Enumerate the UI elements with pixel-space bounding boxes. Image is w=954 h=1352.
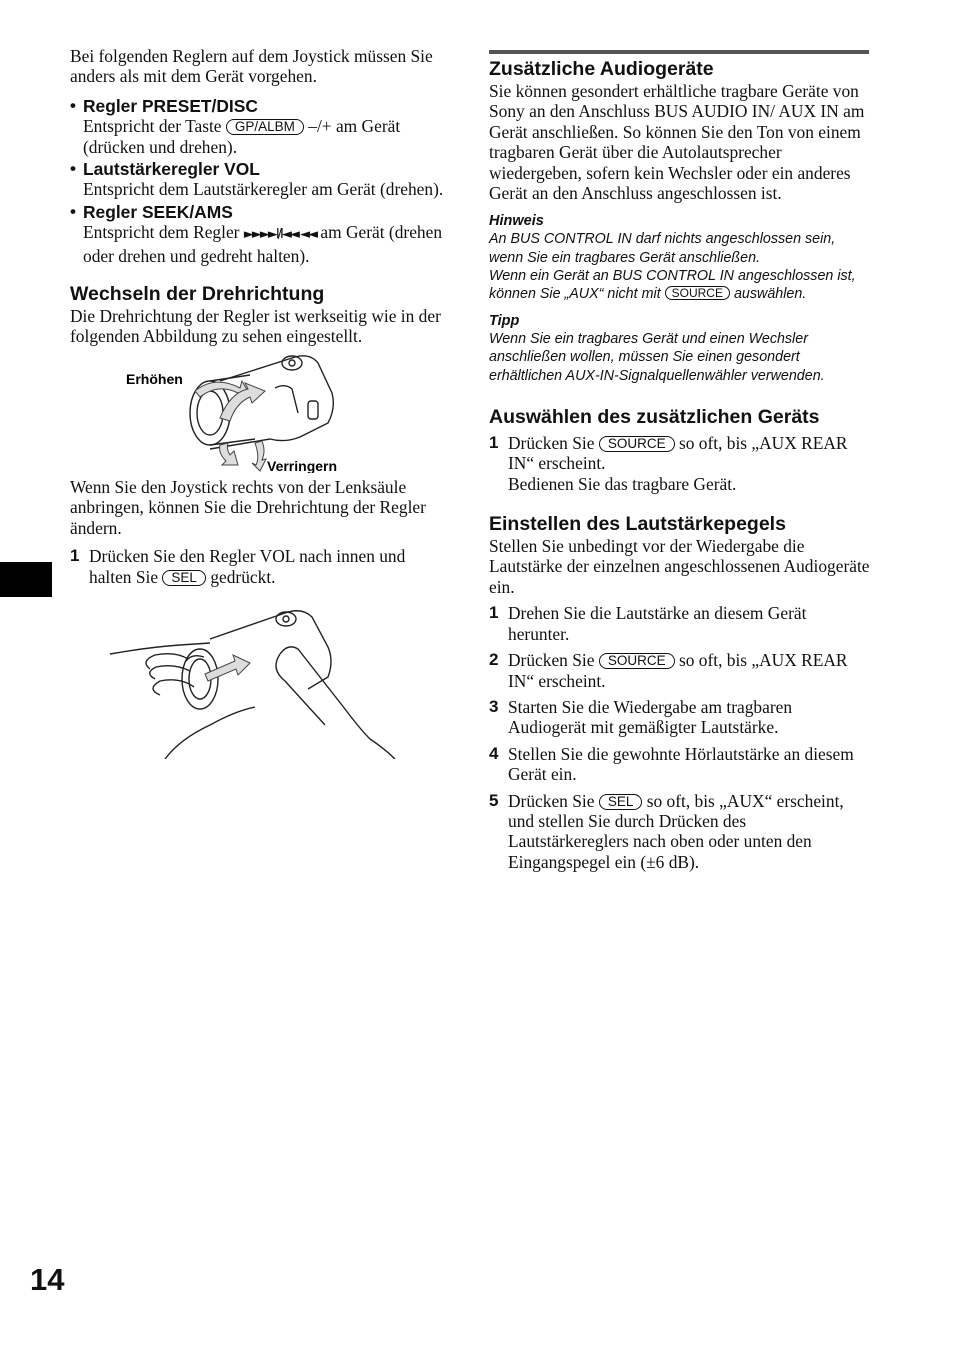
step-item <box>489 744 871 785</box>
step-item <box>489 697 871 738</box>
hand-drawing <box>110 643 395 759</box>
step-text: so oft, bis „AUX REAR IN“ erscheint. <box>508 650 848 691</box>
step-item <box>489 433 871 494</box>
bullet-text: –/+ am Gerät (drücken und drehen). <box>83 116 401 157</box>
step-number: 3 <box>489 696 499 716</box>
note-block <box>489 212 871 303</box>
step-text: so oft, bis „AUX“ erscheint, und stellen Sie durch Drücken des Lautstärkereglers nach oben oder unten den Eingangspegel ein (±6 dB). <box>508 790 844 872</box>
step-item <box>489 650 871 691</box>
step-text: Stellen Sie die gewohnte Hörlautstärke an diesem Gerät ein. <box>508 743 854 785</box>
step-text: Drücken Sie <box>508 432 595 453</box>
bullet-title: Lautstärkeregler VOL <box>83 159 260 180</box>
label-decrease: Verringern <box>267 457 338 473</box>
step-text: gedrückt. <box>210 566 276 587</box>
note-text: auswählen. <box>733 286 807 303</box>
bullet-title: Regler PRESET/DISC <box>83 95 258 116</box>
control-list <box>70 96 452 266</box>
tip-block <box>489 312 871 385</box>
step-number: 1 <box>70 546 80 566</box>
paragraph: Stellen Sie unbedingt vor der Wiedergabe die Lautstärke der einzelnen angeschlossenen Audiogeräte ein. <box>489 536 870 597</box>
step-text: Bedienen Sie das tragbare Gerät. <box>508 473 737 494</box>
intro-paragraph: Bei folgenden Reglern auf dem Joystick müssen Sie anders als mit dem Gerät vorgehen. <box>70 46 433 87</box>
step-text: so oft, bis „AUX REAR IN“ erscheint. <box>508 432 848 474</box>
paragraph: Die Drehrichtung der Regler ist werkseitig wie in der folgenden Abbildung zu sehen eingestellt. <box>70 306 441 347</box>
seek-symbols-icon: ►►►►I/I◄◄ ◄◄ <box>243 227 317 243</box>
push-arrow-icon <box>205 655 250 681</box>
source-key: SOURCE <box>665 286 730 300</box>
section-heading: Einstellen des Lautstärkepegels <box>489 513 786 536</box>
source-key: SOURCE <box>599 436 675 452</box>
chapter-tab <box>0 562 52 597</box>
sel-key: SEL <box>599 794 643 810</box>
joystick-drawing <box>190 356 333 449</box>
bullet-text: Entspricht dem Regler <box>83 222 240 243</box>
bullet-text: am Gerät (drehen oder drehen und gedreht halten). <box>83 222 443 266</box>
hand-press-diagram <box>70 599 452 759</box>
tip-title: Tipp <box>489 313 520 330</box>
step-text: Starten Sie die Wiedergabe am tragbaren Audiogerät mit gemäßigter Lautstärke. <box>508 696 793 738</box>
step-text: Drücken Sie <box>508 650 595 671</box>
step-number: 2 <box>489 650 499 670</box>
list-item <box>70 202 452 266</box>
note-text: Wenn ein Gerät an BUS CONTROL IN angeschlossen ist, können Sie „AUX“ nicht mit <box>489 267 856 303</box>
tip-text: Wenn Sie ein tragbares Gerät und einen Wechsler anschließen wollen, müssen Sie einen gesondert erhältlichen AUX-IN-Signalquellenwähler verwenden. <box>489 331 825 384</box>
section-heading: Wechseln der Drehrichtung <box>70 283 325 306</box>
right-column <box>489 57 871 872</box>
step-item <box>70 546 452 587</box>
left-column <box>70 46 452 759</box>
note-title: Hinweis <box>489 213 544 230</box>
bullet-dot: • <box>70 159 76 179</box>
step-number: 1 <box>489 432 499 452</box>
joystick-drawing <box>182 611 331 709</box>
gp-albm-key: GP/ALBM <box>226 119 304 135</box>
step-item <box>489 791 871 873</box>
note-text: An BUS CONTROL IN darf nichts angeschlossen sein, wenn Sie ein tragbares Gerät anschließen. <box>489 231 836 266</box>
step-number: 4 <box>489 743 499 763</box>
list-item <box>70 159 452 200</box>
step-item <box>489 603 871 644</box>
section-rule <box>489 50 869 54</box>
paragraph: Wenn Sie den Joystick rechts von der Lenksäule anbringen, können Sie die Drehrichtung der Regler ändern. <box>70 476 426 538</box>
bullet-text: Entspricht dem Lautstärkeregler am Gerät (drehen). <box>83 179 444 200</box>
rotation-arrows-icon <box>195 381 266 471</box>
intro-paragraph: Sie können gesondert erhältliche tragbare Geräte von Sony an den Anschluss BUS AUDIO IN/ AUX IN am Gerät anschließen. So können Sie den Ton von einem tragbaren Gerät über die Autolautsprecher wiedergeben, sofern kein Wechsler oder ein anderes Gerät an den Anschluss angeschlossen ist. <box>489 81 865 204</box>
bullet-title: Regler SEEK/AMS <box>83 201 233 222</box>
source-key: SOURCE <box>599 653 675 669</box>
section-heading: Auswählen des zusätzlichen Geräts <box>489 405 820 428</box>
bullet-dot: • <box>70 95 76 115</box>
rotation-diagram <box>70 353 452 473</box>
list-item <box>70 96 452 157</box>
step-text: Drücken Sie den Regler VOL nach innen und halten Sie <box>89 546 406 587</box>
sel-key: SEL <box>162 570 206 586</box>
step-number: 1 <box>489 603 499 623</box>
bullet-dot: • <box>70 201 76 221</box>
step-text: Drehen Sie die Lautstärke an diesem Gerät herunter. <box>508 603 807 644</box>
bullet-text: Entspricht der Taste <box>83 116 222 137</box>
section-heading: Zusätzliche Audiogeräte <box>489 58 714 80</box>
step-text: Drücken Sie <box>508 790 595 811</box>
step-list <box>489 603 871 872</box>
label-increase: Erhöhen <box>126 370 183 387</box>
page-number: 14 <box>30 1262 65 1297</box>
step-number: 5 <box>489 790 499 810</box>
